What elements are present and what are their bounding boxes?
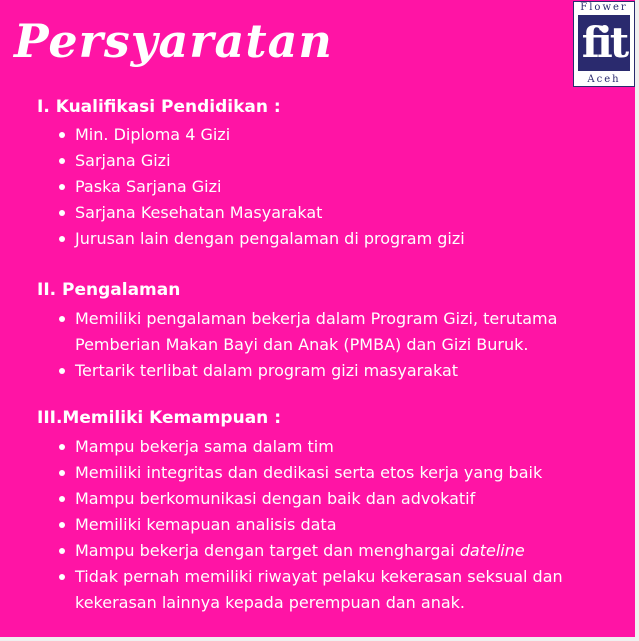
list-item-text: Mampu bekerja dengan target dan menghargai: [75, 541, 455, 560]
logo-mark: fit: [578, 15, 630, 71]
list-item: Jurusan lain dengan pengalaman di program gizi: [58, 226, 618, 252]
section-heading-education: I. Kualifikasi Pendidikan :: [37, 97, 281, 117]
list-item: Sarjana Kesehatan Masyarakat: [58, 200, 618, 226]
italic-term: dateline: [459, 541, 525, 560]
list-item: Min. Diploma 4 Gizi: [58, 122, 618, 148]
logo-top-text: Flower: [580, 2, 628, 13]
list-item: Mampu berkomunikasi dengan baik dan advokatif: [58, 486, 618, 512]
list-item: Mampu bekerja sama dalam tim: [58, 434, 618, 460]
flower-fit-aceh-logo: [573, 1, 635, 87]
list-item: Memiliki pengalaman bekerja dalam Program Gizi, terutama Pemberian Makan Bayi dan Anak (PMBA) dan Gizi Buruk.: [58, 306, 618, 358]
page-title: Persyaratan: [14, 14, 333, 68]
logo-bottom-text: Aceh: [587, 74, 621, 85]
experience-list: [58, 306, 618, 384]
list-item: Memiliki integritas dan dedikasi serta etos kerja yang baik: [58, 460, 618, 486]
list-item: Tidak pernah memiliki riwayat pelaku kekerasan seksual dan kekerasan lainnya kepada perempuan dan anak.: [58, 564, 618, 616]
section-heading-abilities: III.Memiliki Kemampuan :: [37, 408, 281, 428]
list-item: Sarjana Gizi: [58, 148, 618, 174]
list-item: Paska Sarjana Gizi: [58, 174, 618, 200]
list-item: Memiliki kemapuan analisis data: [58, 512, 618, 538]
list-item: [58, 538, 618, 564]
abilities-list: [58, 434, 618, 616]
list-item: Tertarik terlibat dalam program gizi masyarakat: [58, 358, 618, 384]
section-heading-experience: II. Pengalaman: [37, 280, 181, 300]
education-list: [58, 122, 618, 252]
